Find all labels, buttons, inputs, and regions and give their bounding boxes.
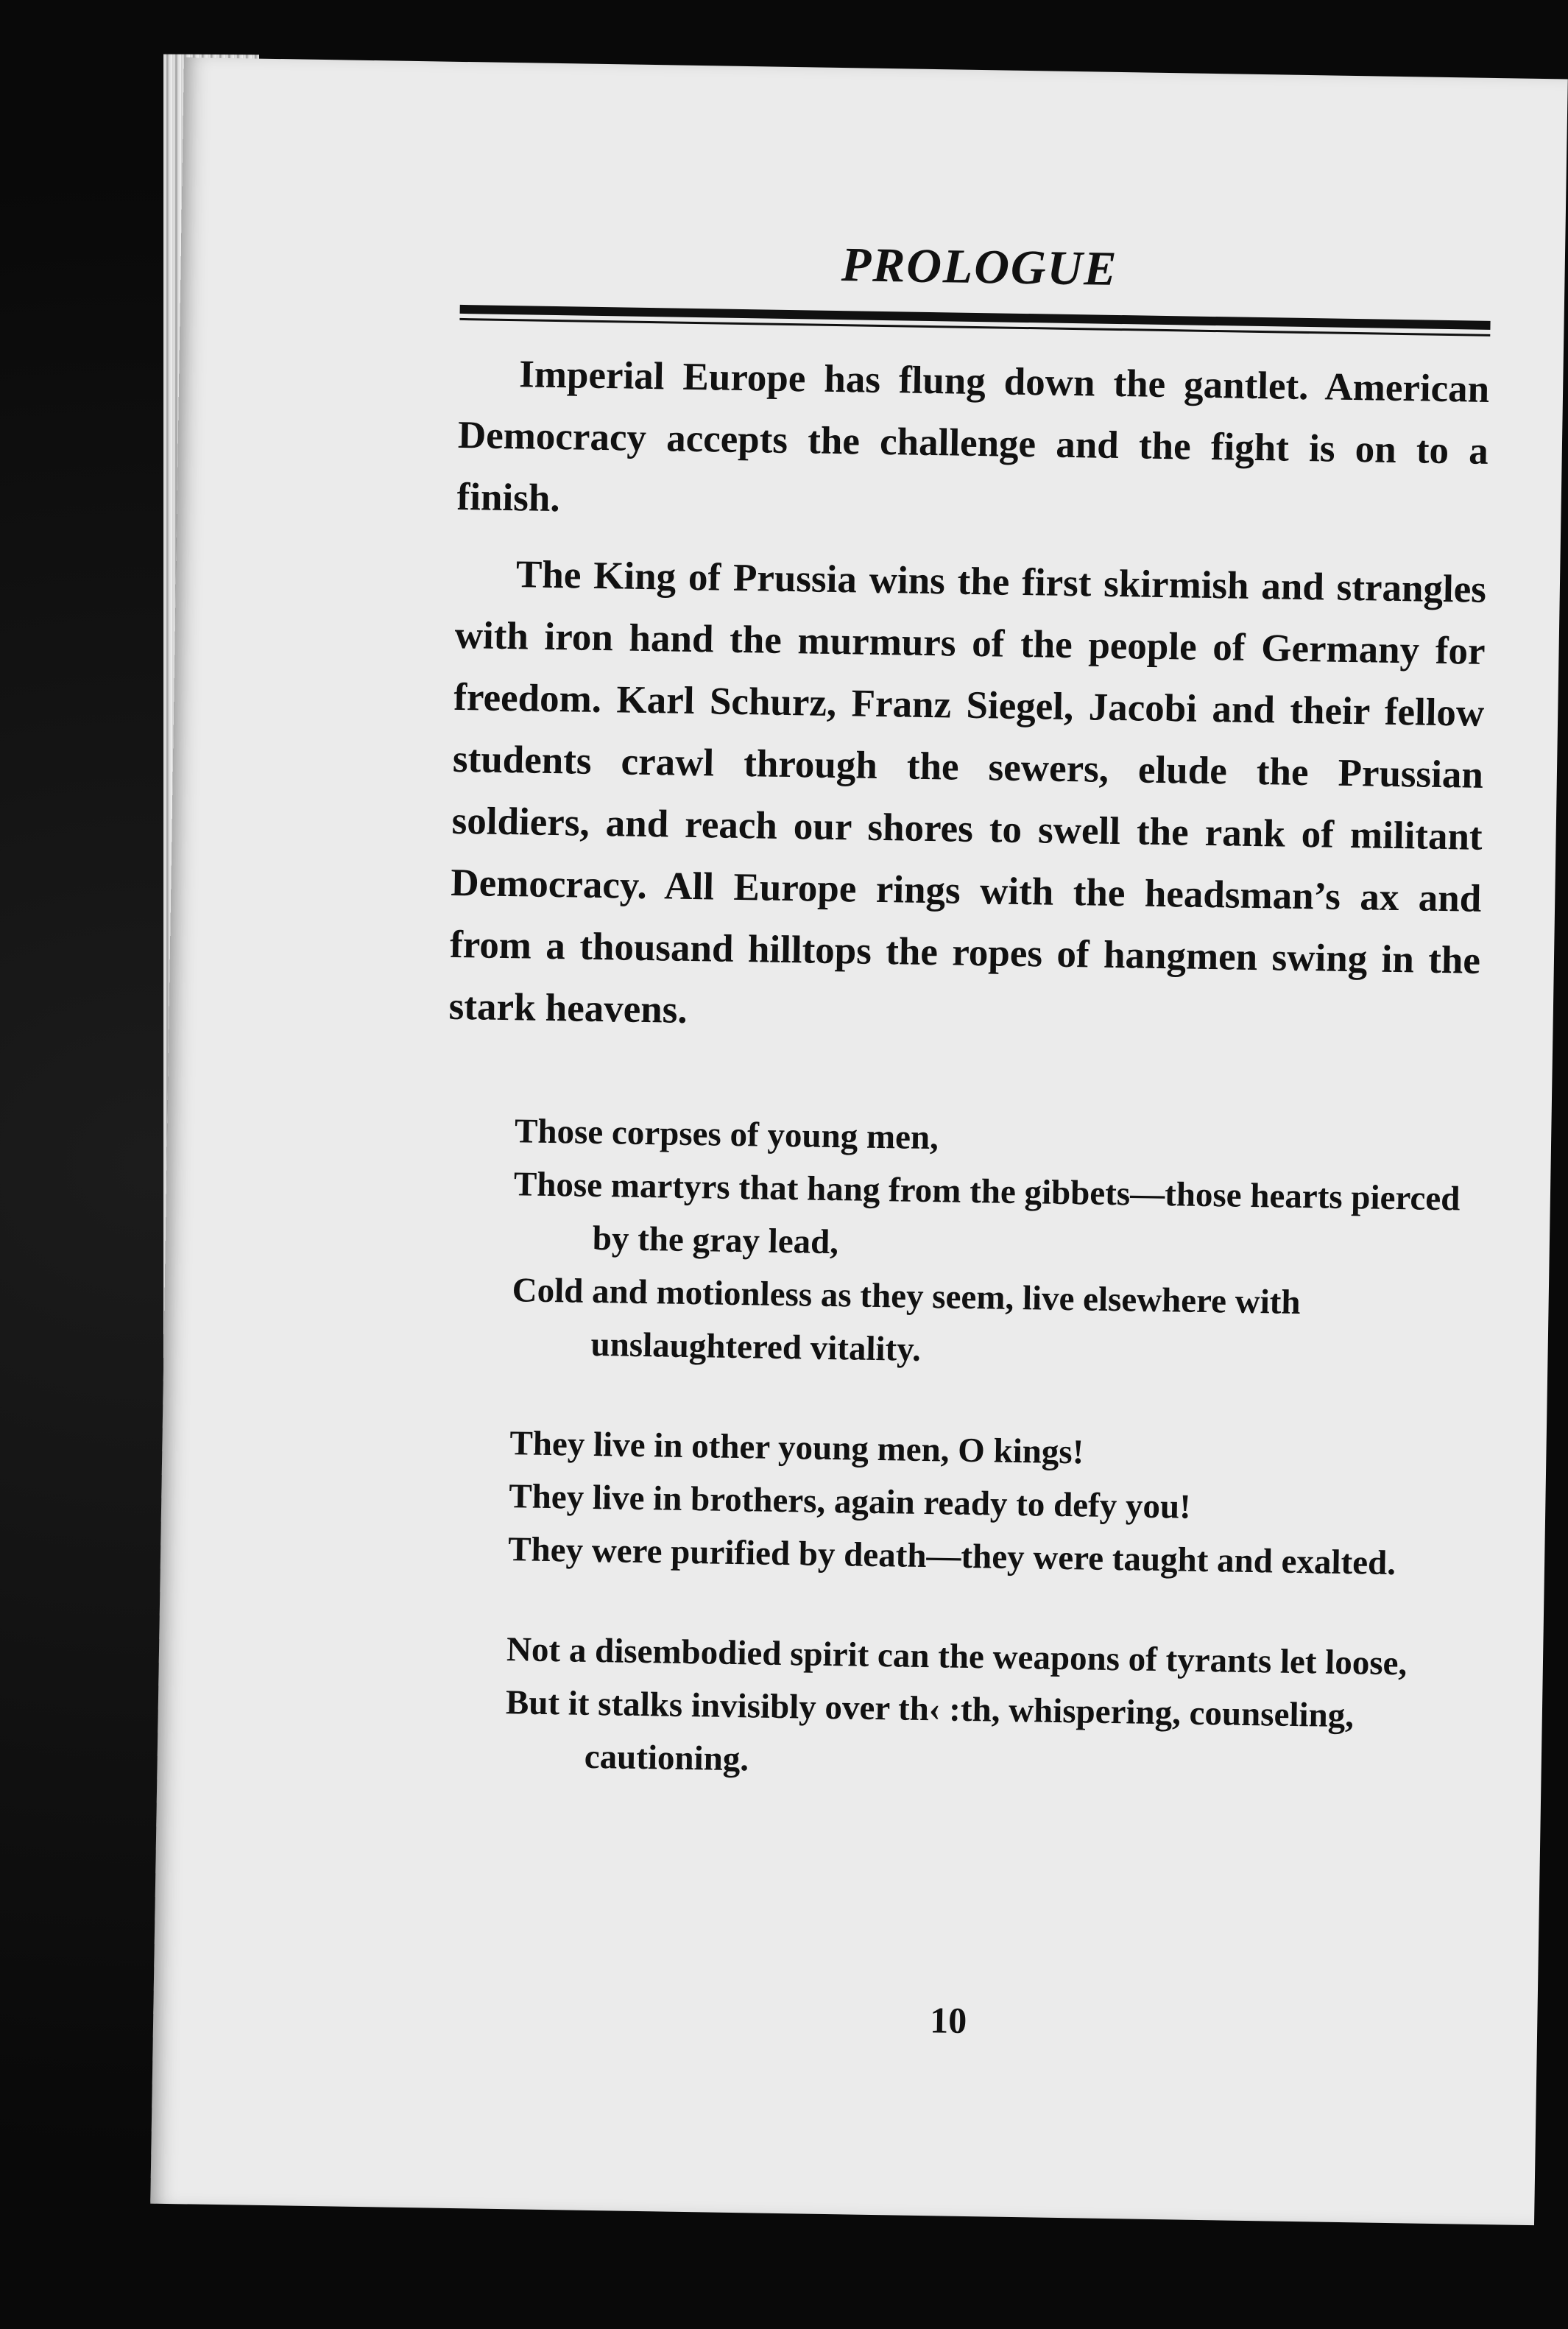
page-title: PROLOGUE <box>841 238 1118 296</box>
paragraph-1: Imperial Europe has flung down the gantlet. American Democracy accepts the challenge and the fight is on to a finish. <box>456 353 1490 521</box>
stanza-3 <box>504 1623 1469 1797</box>
page-content <box>436 231 1491 2042</box>
verse-line: Cold and motionless as they seem, live elsewhere with unslaughtered vitality. <box>512 1271 1301 1369</box>
stanza-1 <box>511 1104 1477 1385</box>
verse-line: Not a disembodied spirit can the weapons of tyrants let loose, <box>506 1630 1408 1683</box>
book-page <box>150 57 1568 2225</box>
page-number: 10 <box>929 1999 967 2042</box>
verse-line: Those corpses of young men, <box>514 1112 939 1158</box>
verse-line: They live in brothers, again ready to defy you! <box>508 1477 1192 1526</box>
verse-line: They were purified by death—they were taught and exalted. <box>507 1530 1396 1583</box>
verse-line: They live in other young men, O kings! <box>509 1424 1084 1472</box>
verse-line: Those martyrs that hang from the gibbets—those hearts pierced by the gray lead, <box>513 1165 1461 1262</box>
verse-line: But it stalks invisibly over th‹ :th, whispering, counseling, cautioning. <box>505 1683 1355 1779</box>
paragraph-2: The King of Prussia wins the first skirmish and strangles with iron hand the murmurs of the people of Germany for freedom. Karl Schurz, Franz Siegel, Jacobi and their fellow students crawl through the sewers, elude the Prussian soldiers, and reach our shores to swell the rank of militant Democracy. All Europe rings with the headsman’s ax and from a thousand hilltops the ropes of hangmen swing in the stark heavens. <box>448 553 1487 1032</box>
verse-block <box>437 1104 1477 1797</box>
stanza-2 <box>508 1417 1473 1591</box>
